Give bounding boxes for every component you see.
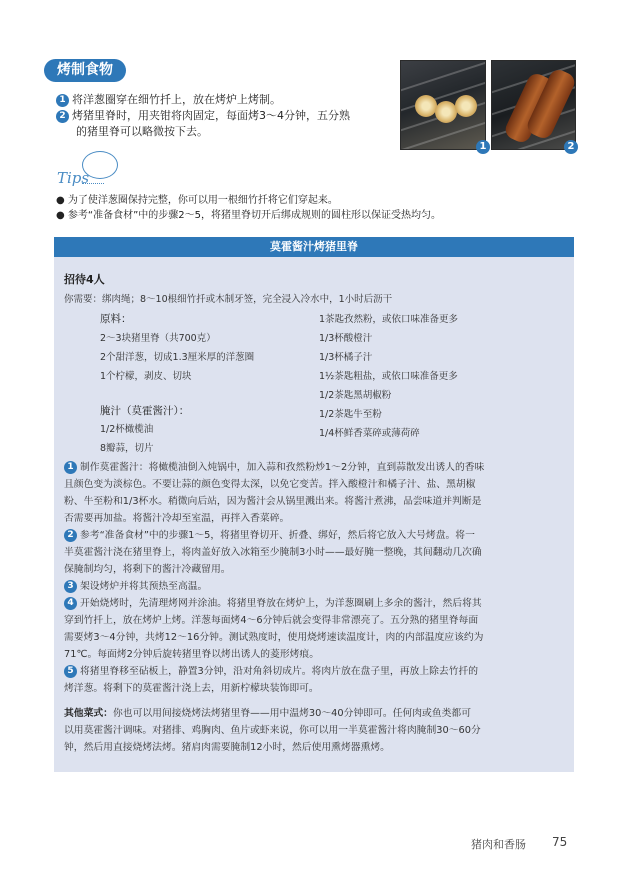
tips-list xyxy=(56,193,576,223)
ingredient: 1/4杯鲜香菜碎或薄荷碎 xyxy=(319,428,420,439)
recipe-serves: 招待4人 xyxy=(64,273,105,286)
method-list xyxy=(64,459,569,697)
photo-grilled-onions xyxy=(400,60,486,150)
chapter-name: 猪肉和香肠 xyxy=(471,838,526,851)
ingredient: 1/3杯橘子汁 xyxy=(319,352,373,363)
ingredient: 1/3杯酸橙汁 xyxy=(319,333,373,344)
intro-step-text: 将洋葱圈穿在细竹扦上，放在烤炉上烤制。 xyxy=(72,93,281,106)
step-number: 1 xyxy=(56,94,69,107)
method-step: 4 开始烧烤时，先清理烤网并涂油。将猪里脊放在烤炉上，为洋葱圈刷上多余的酱汁，然后将其 穿到竹扦上，放在烤炉上烤。洋葱每面烤4～6分钟后就会变得非常漂亮了。五分熟的猪里脊每面 需要烤3～4分钟，共烤12～16分钟。测试熟度时，使用烧烤速读温度计，肉的内部温度应该约为 71℃。每面烤2分钟后旋转猪里脊以烤出诱人的菱形烤痕。 xyxy=(64,598,484,660)
ingredient: 1/2杯橄榄油 xyxy=(100,424,154,435)
method-step: 3 架设烤炉并将其预热至高温。 xyxy=(64,578,569,595)
step-number: 1 xyxy=(64,461,77,474)
step-number: 2 xyxy=(64,529,77,542)
ingredient: 2～3块猪里脊（共700克） xyxy=(100,333,216,344)
ingredient: 1½茶匙粗盐，或依口味准备更多 xyxy=(319,371,458,382)
intro-step xyxy=(56,108,401,124)
tips-underline xyxy=(82,183,104,184)
page-number: 75 xyxy=(552,835,568,849)
sauce-title: 腌汁（莫霍酱汁）： xyxy=(100,405,190,417)
ingredient: 1个柠檬，剥皮、切块 xyxy=(100,371,192,382)
intro-step-continued: 的猪里脊可以略微按下去。 xyxy=(76,125,208,138)
method-step: 2 参考“准备食材”中的步骤1～5，将猪里脊切开、折叠、绑好，然后将它放入大号烤盘。将一 半莫霍酱汁浇在猪里脊上，将肉盖好放入冰箱至少腌制3小时——最好腌一整晚，其间翻动几次确 保腌制均匀，将剩下的酱汁冷藏留用。 xyxy=(64,530,482,575)
step-number: 4 xyxy=(64,597,77,610)
ingredients-title: 原料： xyxy=(100,313,132,325)
method-step: 5 将猪里脊移至砧板上，静置3分钟，沿对角斜切成片。将肉片放在盘子里，再放上除去竹扦的 烤洋葱。将剩下的莫霍酱汁浇上去，用新柠檬块装饰即可。 xyxy=(64,666,479,694)
other-dishes: 其他菜式：你也可以用间接烧烤法烤猪里脊——用中温烤30～40分钟即可。任何肉或鱼类都可 以用莫霍酱汁调味。对猪排、鸡胸肉、鱼片或虾来说，你可以用一半莫霍酱汁将肉腌制30～60分 钟，然后用直接烧烤法烤。猪肩肉需要腌制12小时，然后使用熏烤器熏烤。 xyxy=(64,708,481,753)
sauce-left xyxy=(100,420,154,458)
tip-item: ● 为了使洋葱圈保持完整，你可以用一根细竹扦将它们穿起来。 xyxy=(56,195,338,206)
method-step: 1 制作莫霍酱汁：将橄榄油倒入炖锅中，加入蒜和孜然粉炒1～2分钟，直到蒜散发出诱人的香味 且颜色变为淡棕色。不要让蒜的颜色变得太深，以免它变苦。拌入酸橙汁和橘子汁、盐、黑胡椒 粉、牛至粉和1/3杯水。稍微向后站，因为酱汁会从锅里溅出来。将酱汁煮沸，品尝味道并判断是 否需要再加盐。将酱汁冷却至室温，再拌入香菜碎。 xyxy=(64,462,485,524)
section-title: 烤制食物 xyxy=(44,59,126,82)
recipe-title: 莫霍酱汁烤猪里脊 xyxy=(54,237,574,257)
intro-step xyxy=(56,92,401,108)
ingredient: 8瓣蒜，切片 xyxy=(100,443,154,454)
tip-item: ● 参考“准备食材”中的步骤2～5，将猪里脊切开后绑成规则的圆柱形以保证受热均匀。 xyxy=(56,210,441,221)
tips-label: Tips xyxy=(57,169,90,187)
step-number: 3 xyxy=(64,580,77,593)
ingredient: 1茶匙孜然粉，或依口味准备更多 xyxy=(319,314,459,325)
photo-grilled-pork xyxy=(491,60,576,150)
recipe-needs: 你需要：绑肉绳；8～10根细竹扦或木制牙签，完全浸入冷水中，1小时后沥干 xyxy=(64,294,393,305)
ingredient: 1/2茶匙牛至粉 xyxy=(319,409,382,420)
other-dishes-label: 其他菜式： xyxy=(64,708,113,719)
intro-step-text: 烤猪里脊时，用夹钳将肉固定，每面烤3～4分钟，五分熟 xyxy=(72,109,350,122)
step-number: 2 xyxy=(56,110,69,123)
intro-steps xyxy=(56,92,401,140)
ingredients-right xyxy=(319,310,458,443)
ingredients-left xyxy=(100,329,254,386)
ingredient: 2个甜洋葱，切成1.3厘米厚的洋葱圈 xyxy=(100,352,255,363)
ingredient: 1/2茶匙黑胡椒粉 xyxy=(319,390,392,401)
photo-number: 1 xyxy=(476,140,490,154)
photo-number: 2 xyxy=(564,140,578,154)
step-number: 5 xyxy=(64,665,77,678)
